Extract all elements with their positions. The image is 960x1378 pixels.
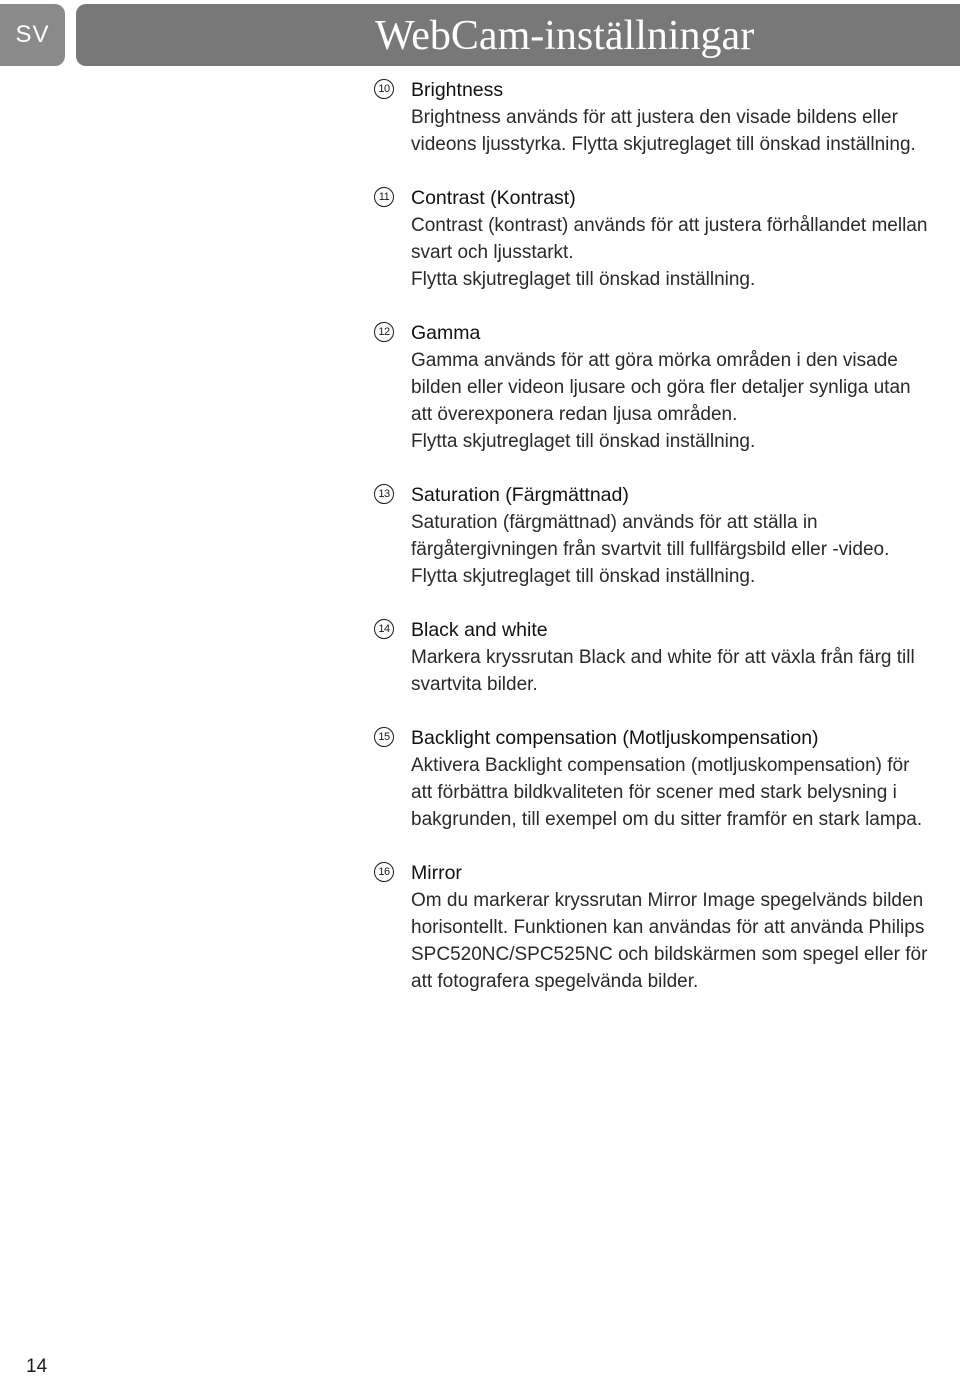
setting-description-line: Flytta skjutreglaget till önskad inställning. (411, 269, 756, 290)
setting-backlight-compensation (374, 725, 960, 833)
setting-brightness (374, 77, 960, 158)
number-10-circle-icon: 10 (374, 79, 394, 99)
setting-title: Backlight compensation (Motljuskompensation) (411, 727, 819, 749)
setting-description-line: horisontellt. Funktionen kan användas för att använda Philips (411, 917, 925, 938)
setting-description-line: Gamma används för att göra mörka områden i den visade (411, 350, 898, 371)
setting-description-line: Saturation (färgmättnad) används för att ställa in (411, 512, 818, 533)
setting-black-and-white (374, 617, 960, 698)
number-11-circle-icon: 11 (374, 187, 394, 207)
setting-description-line: bakgrunden, till exempel om du sitter framför en stark lampa. (411, 809, 923, 830)
setting-description-line: att förbättra bildkvaliteten för scener med stark belysning i (411, 782, 897, 803)
setting-description-line: SPC520NC/SPC525NC och bildskärmen som spegel eller för (411, 944, 928, 965)
setting-description-line: Om du markerar kryssrutan Mirror Image spegelvänds bilden (411, 890, 924, 911)
setting-saturation (374, 482, 960, 590)
setting-title: Gamma (411, 322, 481, 344)
setting-description-line: Aktivera Backlight compensation (motljuskompensation) för (411, 755, 910, 776)
number-16-circle-icon: 16 (374, 862, 394, 882)
number-14-circle-icon: 14 (374, 619, 394, 639)
setting-description-line: Flytta skjutreglaget till önskad inställning. (411, 566, 756, 587)
number-13-circle-icon: 13 (374, 484, 394, 504)
setting-description-line: svart och ljusstarkt. (411, 242, 574, 263)
setting-description-line: videons ljusstyrka. Flytta skjutreglaget till önskad inställning. (411, 134, 916, 155)
settings-list (374, 77, 960, 1022)
setting-description-line: Contrast (kontrast) används för att justera förhållandet mellan (411, 215, 928, 236)
setting-title: Brightness (411, 79, 504, 101)
setting-description-line: att fotografera spegelvända bilder. (411, 971, 699, 992)
setting-title: Saturation (Färgmättnad) (411, 484, 629, 506)
setting-contrast (374, 185, 960, 293)
number-15-circle-icon: 15 (374, 727, 394, 747)
setting-description-line: bilden eller videon ljusare och göra fler detaljer synliga utan (411, 377, 911, 398)
setting-title: Mirror (411, 862, 462, 884)
setting-description-line: Brightness används för att justera den visade bildens eller (411, 107, 898, 128)
setting-title: Contrast (Kontrast) (411, 187, 576, 209)
number-12-circle-icon: 12 (374, 322, 394, 342)
setting-description-line: svartvita bilder. (411, 674, 538, 695)
setting-title: Black and white (411, 619, 548, 641)
setting-mirror (374, 860, 960, 995)
page-title: WebCam-inställningar (375, 13, 755, 59)
page-number: 14 (26, 1356, 48, 1377)
setting-gamma (374, 320, 960, 455)
setting-description-line: färgåtergivningen från svartvit till fullfärgsbild eller -video. (411, 539, 890, 560)
title-bar (76, 4, 960, 66)
setting-description-line: Markera kryssrutan Black and white för att växla från färg till (411, 647, 915, 668)
setting-description-line: Flytta skjutreglaget till önskad inställning. (411, 431, 756, 452)
setting-description-line: att överexponera redan ljusa områden. (411, 404, 738, 425)
language-tab: SV (0, 4, 65, 66)
